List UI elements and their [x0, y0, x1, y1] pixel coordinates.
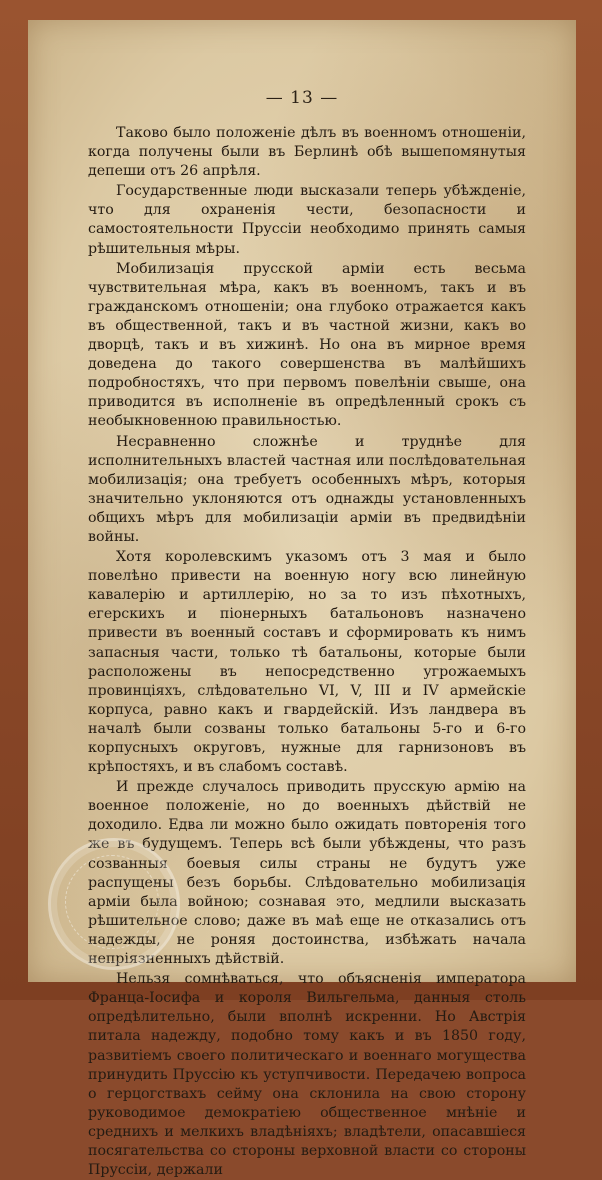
paragraph-4: Несравненно сложнѣе и труднѣе для исполнительныхъ властей частная или послѣдовательная мобилизація; она требуетъ особенныхъ мѣръ, которыя значительно уклоняются отъ однажды установленныхъ общихъ мѣръ для мобилизаціи арміи въ предвидѣніи войны. — [88, 433, 526, 545]
body-text — [88, 124, 526, 1180]
paragraph-1: Таково было положеніе дѣлъ въ военномъ отношеніи, когда получены были въ Берлинѣ обѣ вышепомянутыя депеши отъ 26 апрѣля. — [88, 125, 526, 180]
page-number: — 13 — — [265, 88, 339, 108]
watermark-seal — [48, 838, 180, 970]
paragraph-6: И прежде случалось приводить прусскую армію на военное положеніе, но до военныхъ дѣйствій не доходило. Едва ли можно было ожидать повторенія того же въ будущемъ. Теперь всѣ были убѣждены, что разъ созванныя боевыя силы страны не будутъ уже распущены безъ борьбы. Слѣдовательно мобилизація арміи была войною; сознавая это, медлили высказать рѣшительное слово; даже въ маѣ еще не отказались отъ надежды, не роняя достоинства, избѣжать начала непріязненныхъ дѣйствій. — [88, 779, 526, 968]
paragraph-5: Хотя королевскимъ указомъ отъ 3 мая и было повелѣно привести на военную ногу всю линейную кавалерію и артиллерію, но за то изъ пѣхотныхъ, егерскихъ и піонерныхъ батальоновъ назначено привести въ военный составъ и сформировать къ нимъ запасныя части, только тѣ батальоны, которые были расположены въ непосредственно угрожаемыхъ провинціяхъ, слѣдовательно VI, V, III и IV армейскіе корпуса, равно какъ и гвардейскій. Изъ ландвера въ началѣ были созваны только батальоны 5-го и 6-го корпусныхъ округовъ, нужные для гарнизоновъ въ крѣпостяхъ, и въ слабомъ составѣ. — [88, 549, 526, 776]
paragraph-7: Нельзя сомнѣваться, что объясненія императора Франца-Іосифа и короля Вильгельма, данныя столь опредѣлительно, были вполнѣ искренни. Но Австрія питала надежду, подобно тому какъ и въ 1850 году, развитіемъ своего политическаго и военнаго могущества принудить Пруссію къ уступчивости. Передачею вопроса о герцогствахъ сейму она склонила на свою сторону руководимое демократіею общественное мнѣніе и среднихъ и мелкихъ владѣніяхъ; владѣтели, опасавшіеся посягательства со стороны верховной власти со стороны Пруссіи, держали — [88, 971, 526, 1179]
paragraph-3: Мобилизація прусской арміи есть весьма чувствительная мѣра, какъ въ военномъ, такъ и въ гражданскомъ отношеніи; она глубоко отражается какъ въ общественной, такъ и въ частной жизни, какъ во дворцѣ, такъ и въ хижинѣ. Но она въ мирное время доведена до такого совершенства въ малѣйшихъ подробностяхъ, что при первомъ повелѣніи свыше, она приводится въ исполненіе въ опредѣленный срокъ съ необыкновенною правильностью. — [88, 260, 526, 430]
watermark-seal-ring — [65, 855, 159, 949]
book-page — [28, 20, 576, 1179]
paragraph-2: Государственные люди высказали теперь убѣжденіе, что для охраненія чести, безопасности и самостоятельности Пруссіи необходимо принять самыя рѣшительныя мѣры. — [88, 183, 526, 257]
